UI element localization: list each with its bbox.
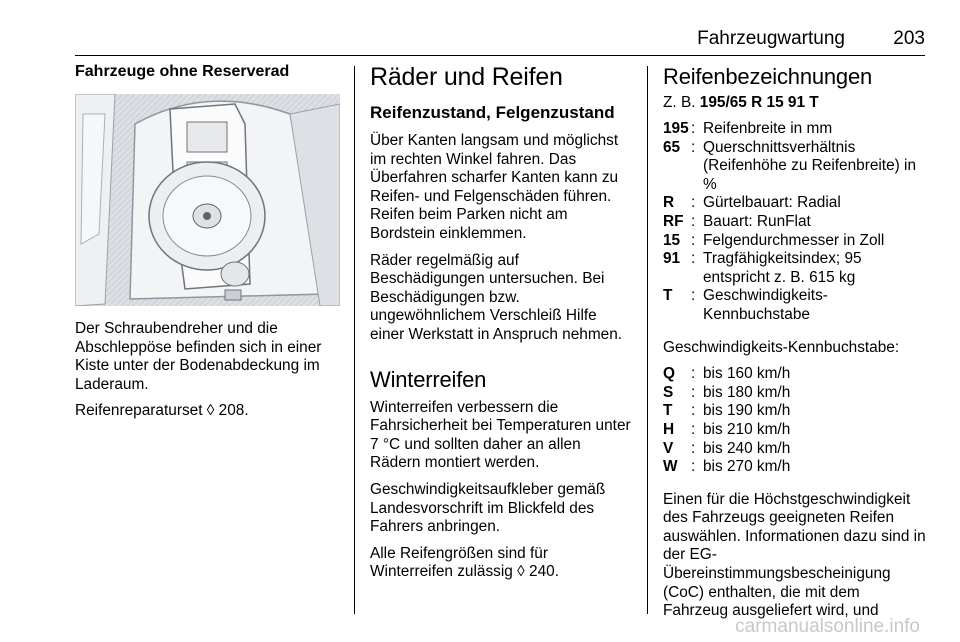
def-desc: Reifenbreite in mm <box>703 120 833 137</box>
column-divider-2 <box>647 66 648 614</box>
trunk-compartment-illustration <box>75 94 340 306</box>
def-desc: Bauart: RunFlat <box>703 212 811 230</box>
caption-tools-location: Der Schraubendreher und die Abschleppöse befinden sich in einer Kiste unter der Bodenabdeckung im Laderaum. <box>75 320 322 393</box>
page-ref-icon: ◊ <box>206 402 215 420</box>
p5-text: Alle Reifengrößen sind für Winterreifen zulässig <box>370 544 548 581</box>
definition-row: 65 : Querschnittsverhältnis (Reifenhöhe zu Reifenbreite) in % <box>663 139 928 195</box>
def-term: 65 <box>663 138 681 156</box>
speed-row: T : bis 190 km/h <box>663 402 928 421</box>
ref-text: Reifenreparaturset <box>75 402 203 420</box>
definition-row: R : Gürtelbauart: Radial <box>663 194 928 213</box>
speed-letter: Q <box>663 365 675 383</box>
definition-row: RF : Bauart: RunFlat <box>663 213 928 232</box>
designation-definitions <box>663 120 928 325</box>
column-left <box>75 62 340 429</box>
example-prefix: Z. B. <box>663 94 696 111</box>
column-middle <box>370 62 632 590</box>
speed-letter: T <box>663 402 673 420</box>
def-desc: Geschwindigkeits-Kennbuchstabe <box>703 287 828 323</box>
speed-value: bis 210 km/h <box>703 420 791 438</box>
header-rule <box>75 55 925 56</box>
section-heading-no-spare: Fahrzeuge ohne Reserverad <box>75 63 290 80</box>
page-ref-icon: ◊ <box>517 563 525 581</box>
speed-row: Q : bis 160 km/h <box>663 365 928 384</box>
column-right <box>663 62 928 629</box>
subheading-tyre-condition: Reifenzustand, Felgenzustand <box>370 103 615 122</box>
trunk-illustration-svg <box>75 94 340 306</box>
definition-row: 195 : Reifenbreite in mm <box>663 120 928 139</box>
section-title-tyre-designations: Reifenbezeichnungen <box>663 64 873 89</box>
para-winter-tyres: Winterreifen verbessern die Fahrsicherheit bei Temperaturen unter 7 °C und sollten daher an allen Rädern montiert werden. <box>370 398 631 472</box>
header-title: Fahrzeugwartung <box>697 28 845 49</box>
speed-letter: S <box>663 383 674 401</box>
para-select-tyre: Einen für die Höchstgeschwindigkeit des Fahrzeugs geeigneten Reifen auswählen. Informationen dazu sind in der EG-Übereinstimmungsbescheinigung (CoC) enthalten, die mit dem Fahrzeug ausgeliefert wird, und <box>663 490 926 620</box>
def-term: T <box>663 287 673 305</box>
example-code-line <box>663 94 928 112</box>
reference-repair-kit <box>75 402 340 421</box>
def-term: R <box>663 194 675 212</box>
def-term: RF <box>663 212 684 230</box>
speed-row: V : bis 240 km/h <box>663 440 928 459</box>
chapter-title-wheels-tyres: Räder und Reifen <box>370 63 563 91</box>
speed-row: S : bis 180 km/h <box>663 384 928 403</box>
speed-letter: H <box>663 420 675 438</box>
speed-letter-label: Geschwindigkeits-Kennbuchstabe: <box>663 338 900 356</box>
definition-row: T : Geschwindigkeits-Kennbuchstabe <box>663 287 928 324</box>
def-desc: Tragfähigkeitsindex; 95 entspricht z. B. 615 kg <box>703 250 862 286</box>
column-divider-1 <box>354 66 355 614</box>
speed-value: bis 180 km/h <box>703 383 791 401</box>
speed-letter: W <box>663 458 678 476</box>
speed-letter-list <box>663 365 928 477</box>
definition-row: 15 : Felgendurchmesser in Zoll <box>663 232 928 251</box>
watermark: carmanualsonline.info <box>735 616 920 637</box>
speed-letter: V <box>663 439 674 457</box>
speed-row: H : bis 210 km/h <box>663 421 928 440</box>
definition-row: 91 : Tragfähigkeitsindex; 95 entspricht z. B. 615 kg <box>663 250 928 287</box>
speed-value: bis 190 km/h <box>703 402 791 420</box>
para-speed-sticker: Geschwindigkeitsaufkleber gemäß Landesvorschrift im Blickfeld des Fahrers anbringen. <box>370 480 606 536</box>
def-desc: Querschnittsverhältnis (Reifenhöhe zu Reifenbreite) in % <box>703 138 917 193</box>
def-term: 15 <box>663 231 681 249</box>
para-inspect-wheels: Räder regelmäßig auf Beschädigungen untersuchen. Bei Beschädigungen bzw. ungewöhnlichem Verschleiß Hilfe einer Werkstatt in Anspruch nehmen. <box>370 251 623 343</box>
page-number: 203 <box>893 28 925 49</box>
para-all-sizes <box>370 545 632 582</box>
def-desc: Felgendurchmesser in Zoll <box>703 231 885 249</box>
def-desc: Gürtelbauart: Radial <box>703 194 841 212</box>
ref-page[interactable]: 208. <box>218 402 249 420</box>
speed-value: bis 270 km/h <box>703 458 791 476</box>
para-driving-over-edges: Über Kanten langsam und möglichst im rechten Winkel fahren. Das Überfahren scharfer Kanten kann zu Reifen- und Felgenschäden führen. Reifen beim Parken nicht am Bordstein einklemmen. <box>370 132 619 242</box>
speed-value: bis 240 km/h <box>703 439 791 457</box>
page-header <box>75 20 925 50</box>
def-term: 195 <box>663 120 689 137</box>
section-title-winter-tyres: Winterreifen <box>370 366 487 392</box>
p5-page[interactable]: 240. <box>529 563 559 581</box>
speed-row: W : bis 270 km/h <box>663 458 928 477</box>
example-code: 195/65 R 15 91 T <box>699 94 819 111</box>
def-term: 91 <box>663 250 681 268</box>
speed-value: bis 160 km/h <box>703 365 791 383</box>
